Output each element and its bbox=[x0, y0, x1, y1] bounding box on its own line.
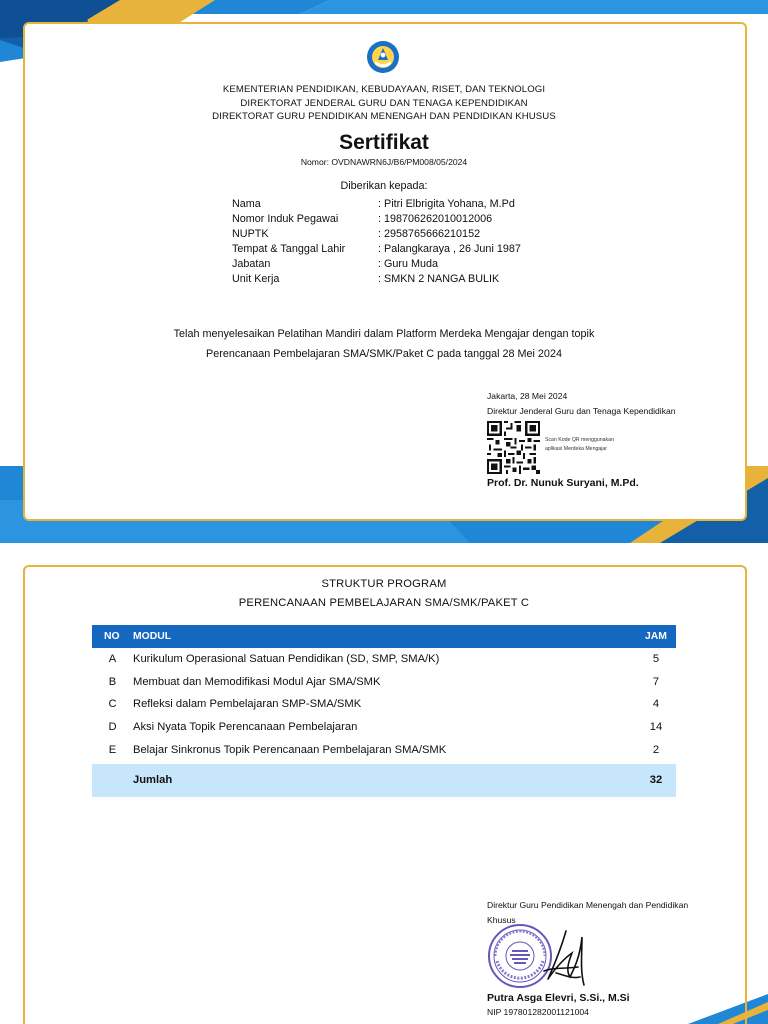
structure-title-line: STRUKTUR PROGRAM bbox=[321, 578, 447, 590]
table-total-row bbox=[92, 764, 676, 797]
field-label: Jabatan bbox=[232, 257, 271, 270]
field-row-birth bbox=[232, 242, 521, 257]
structure-title-line: PERENCANAAN PEMBELAJARAN SMA/SMK/PAKET C bbox=[238, 597, 530, 609]
page-separator bbox=[0, 543, 768, 565]
qr-note-line: aplikasi Merdeka Mengajar bbox=[545, 446, 607, 452]
row-module: Aksi Nyata Topik Perencanaan Pembelajaran bbox=[133, 721, 358, 734]
table-row bbox=[92, 671, 676, 694]
field-label: Nomor Induk Pegawai bbox=[232, 212, 339, 225]
place-date: Jakarta, 28 Mei 2024 bbox=[487, 391, 568, 401]
row-module: Belajar Sinkronus Topik Perencanaan Pembelajaran SMA/SMK bbox=[133, 743, 447, 756]
field-value: : SMKN 2 NANGA BULIK bbox=[378, 272, 500, 285]
header-hours: JAM bbox=[645, 631, 667, 642]
table-row bbox=[92, 648, 676, 671]
table-header bbox=[92, 625, 676, 648]
row-no: B bbox=[108, 675, 117, 688]
row-hours: 2 bbox=[652, 743, 660, 756]
field-row-nip bbox=[232, 212, 521, 227]
row-hours: 7 bbox=[652, 675, 660, 688]
header-no: NO bbox=[104, 631, 120, 642]
completion-line: Perencanaan Pembelajaran SMA/SMK/Paket C pada tanggal 28 Mei 2024 bbox=[206, 348, 562, 360]
ministry-line: DIREKTORAT JENDERAL GURU DAN TENAGA KEPENDIDIKAN bbox=[240, 97, 528, 109]
table-row bbox=[92, 738, 676, 761]
qr-code[interactable] bbox=[487, 421, 540, 474]
tut-wuri-handayani-logo bbox=[366, 40, 400, 74]
row-no: A bbox=[108, 653, 117, 666]
signer-position: Direktur Jenderal Guru dan Tenaga Kependidikan bbox=[487, 405, 676, 416]
field-label: Nama bbox=[232, 198, 261, 210]
qr-note bbox=[545, 436, 614, 454]
completion-line: Telah menyelesaikan Pelatihan Mandiri dalam Platform Merdeka Mengajar dengan topik bbox=[173, 328, 595, 340]
row-hours: 4 bbox=[652, 698, 660, 711]
row-hours: 14 bbox=[649, 721, 663, 734]
signer-nip: NIP 197801282001121004 bbox=[487, 1007, 589, 1017]
signer-name-2: Putra Asga Elevri, S.Si., M.Si bbox=[487, 992, 630, 1004]
row-no: D bbox=[108, 721, 117, 734]
field-value: : Pitri Elbrigita Yohana, M.Pd bbox=[378, 198, 515, 210]
row-hours: 5 bbox=[652, 653, 660, 666]
table-row bbox=[92, 716, 676, 739]
handwritten-signature bbox=[536, 927, 591, 989]
row-module: Membuat dan Memodifikasi Modul Ajar SMA/SMK bbox=[133, 675, 381, 688]
ministry-line: KEMENTERIAN PENDIDIKAN, KEBUDAYAAN, RISET, DAN TEKNOLOGI bbox=[222, 84, 546, 95]
table-row bbox=[92, 693, 676, 716]
signer-position-line: Direktur Guru Pendidikan Menengah dan Pendidikan bbox=[487, 900, 689, 910]
recipient-details bbox=[232, 197, 521, 286]
header-module: MODUL bbox=[133, 631, 172, 642]
field-label: Unit Kerja bbox=[232, 272, 280, 285]
module-table bbox=[92, 625, 676, 797]
field-label: Tempat & Tanggal Lahir bbox=[232, 242, 346, 255]
given-to-label: Diberikan kepada: bbox=[340, 180, 428, 192]
ministry-line: DIREKTORAT GURU PENDIDIKAN MENENGAH DAN PENDIDIKAN KHUSUS bbox=[212, 111, 556, 122]
ministry-header bbox=[0, 83, 768, 124]
field-row-position bbox=[232, 257, 521, 272]
structure-title bbox=[0, 575, 768, 613]
total-hours: 32 bbox=[649, 774, 663, 787]
field-row-unit bbox=[232, 272, 521, 287]
field-value: : Palangkaraya , 26 Juni 1987 bbox=[378, 242, 521, 255]
field-row-nuptk bbox=[232, 227, 521, 242]
row-module: Kurikulum Operasional Satuan Pendidikan (SD, SMP, SMA/K) bbox=[133, 653, 440, 666]
field-row-name bbox=[232, 197, 521, 212]
signer-position-line: Khusus bbox=[487, 914, 516, 925]
row-no: E bbox=[108, 743, 117, 756]
program-structure-page bbox=[0, 565, 768, 1024]
row-no: C bbox=[108, 698, 117, 711]
signer-name: Prof. Dr. Nunuk Suryani, M.Pd. bbox=[487, 477, 639, 489]
row-module: Refleksi dalam Pembelajaran SMP-SMA/SMK bbox=[133, 698, 362, 711]
field-label: NUPTK bbox=[232, 227, 269, 240]
field-value: : 198706262010012006 bbox=[378, 212, 493, 225]
completion-statement bbox=[0, 324, 768, 364]
field-value: : 2958765666210152 bbox=[378, 227, 481, 240]
certificate-number: Nomor: OVDNAWRN6J/B6/PM008/05/2024 bbox=[300, 157, 468, 167]
signature-block bbox=[487, 389, 676, 418]
qr-note-line: Scan Kode QR menggunakan bbox=[545, 437, 614, 443]
field-value: : Guru Muda bbox=[378, 257, 439, 270]
certificate-title: Sertifikat bbox=[339, 131, 429, 154]
total-label: Jumlah bbox=[133, 774, 173, 787]
